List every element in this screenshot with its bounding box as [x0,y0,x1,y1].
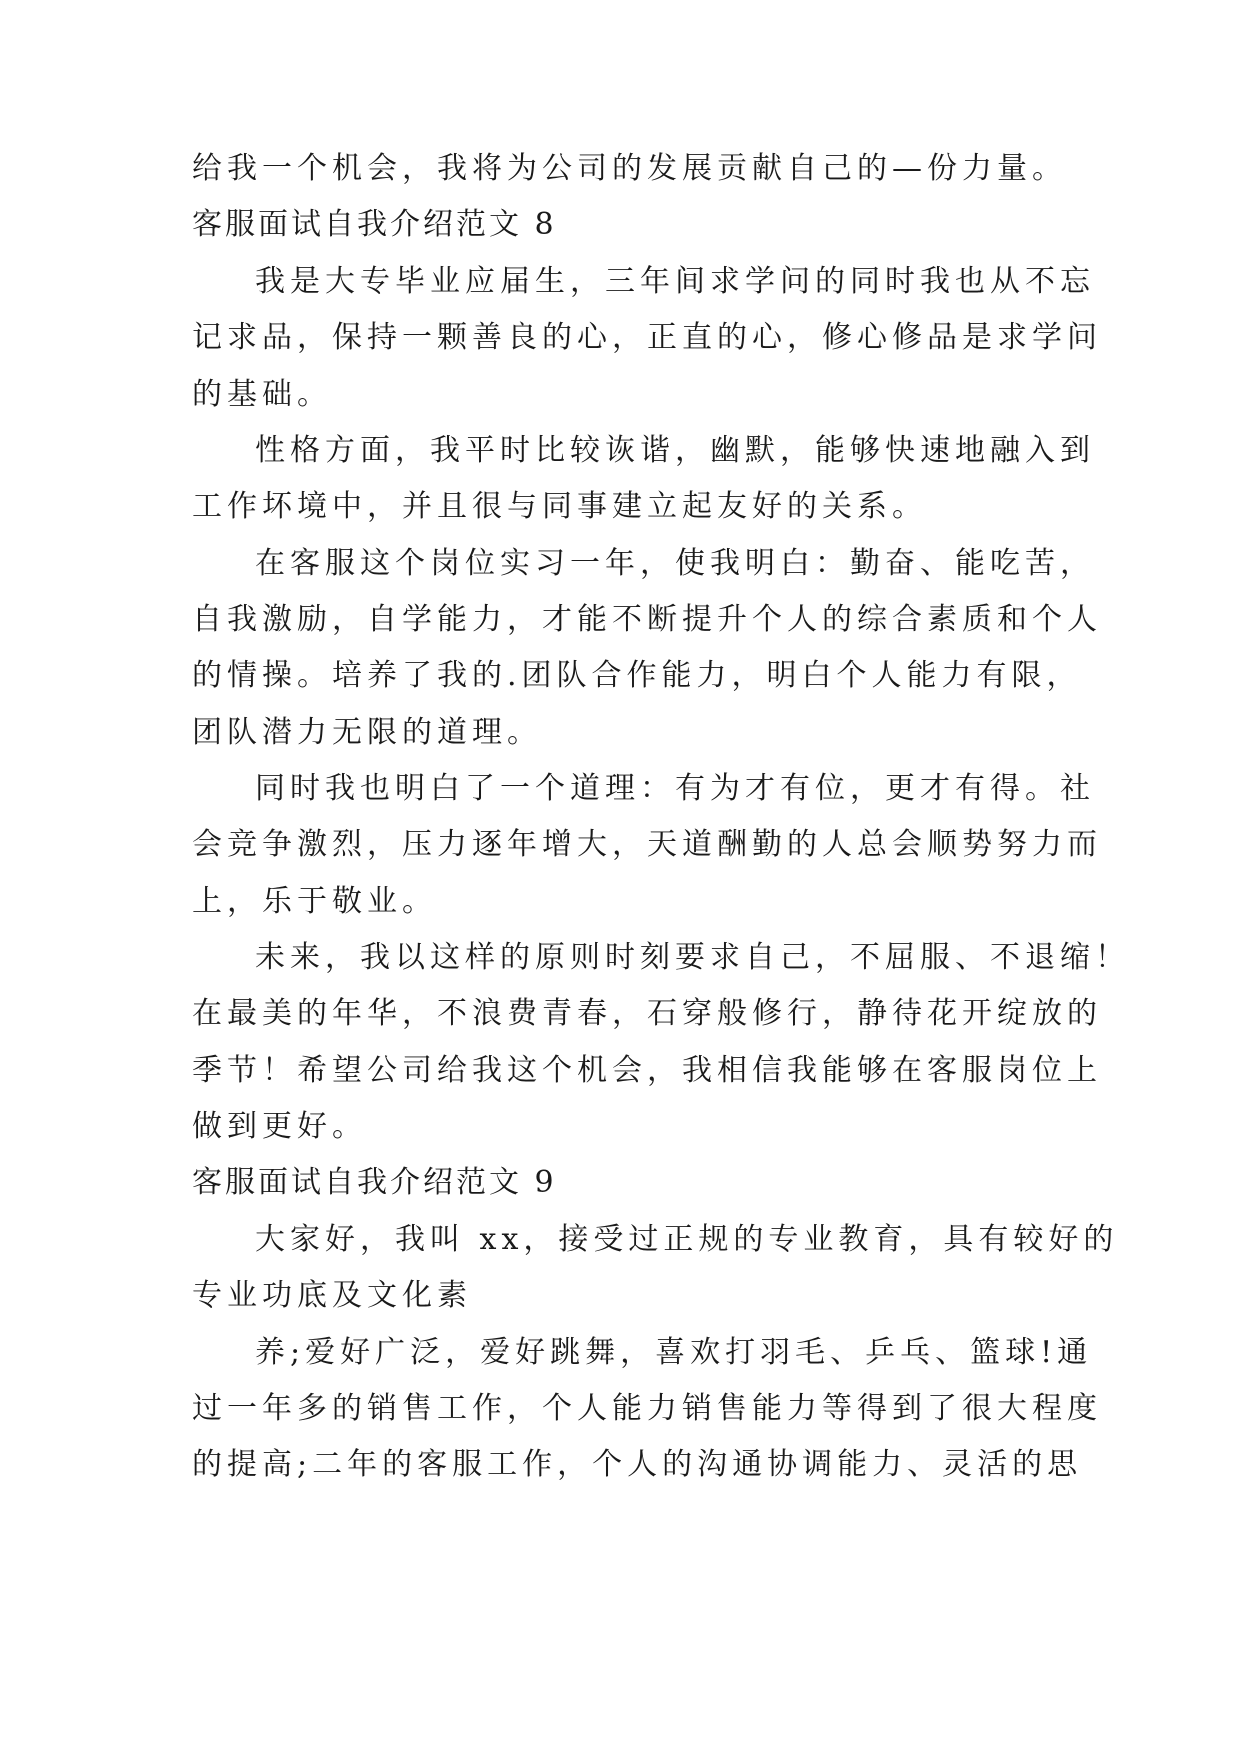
paragraph-line: 会竞争激烈，压力逐年增大，天道酬勤的人总会顺势努力而 [192,827,1102,862]
paragraph-line: 记求品，保持一颗善良的心，正直的心，修心修品是求学问 [192,320,1102,355]
paragraph-line: 工作坏境中，并且很与同事建立起友好的关系。 [192,489,927,524]
paragraph-line: 给我一个机会，我将为公司的发展贡献自己的—份力量。 [192,151,1067,186]
paragraph-line: 大家好，我叫 xx，接受过正规的专业教育，具有较好的 [255,1222,1119,1257]
paragraph-line: 做到更好。 [192,1109,367,1144]
paragraph-line: 过一年多的销售工作，个人能力销售能力等得到了很大程度 [192,1391,1102,1426]
paragraph-line: 上，乐于敬业。 [192,884,437,919]
paragraph-line: 在最美的年华，不浪费青春，石穿般修行，静待花开绽放的 [192,996,1102,1031]
section-heading: 客服面试自我介绍范文 8 [192,207,557,242]
paragraph-line: 的情操。培养了我的.团队合作能力，明白个人能力有限， [192,658,1082,693]
paragraph-line: 的提高;二年的客服工作，个人的沟通协调能力、灵活的思 [192,1447,1083,1482]
paragraph-line: 的基础。 [192,377,332,412]
section-heading: 客服面试自我介绍范文 9 [192,1165,557,1200]
paragraph-line: 专业功底及文化素 [192,1278,472,1313]
paragraph-line: 季节！希望公司给我这个机会，我相信我能够在客服岗位上 [192,1053,1102,1088]
paragraph-line: 自我激励，自学能力，才能不断提升个人的综合素质和个人 [192,602,1102,637]
paragraph-line: 性格方面，我平时比较诙谐，幽默，能够快速地融入到 [255,433,1095,468]
paragraph-line: 同时我也明白了一个道理：有为才有位，更才有得。社 [255,771,1095,806]
paragraph-line: 未来，我以这样的原则时刻要求自己，不屈服、不退缩！ [255,940,1130,975]
paragraph-line: 在客服这个岗位实习一年，使我明白：勤奋、能吃苦， [255,546,1095,581]
paragraph-line: 我是大专毕业应届生，三年间求学问的同时我也从不忘 [255,264,1095,299]
paragraph-line: 养;爱好广泛，爱好跳舞，喜欢打羽毛、乒乓、篮球!通 [255,1335,1093,1370]
paragraph-line: 团队潜力无限的道理。 [192,715,542,750]
